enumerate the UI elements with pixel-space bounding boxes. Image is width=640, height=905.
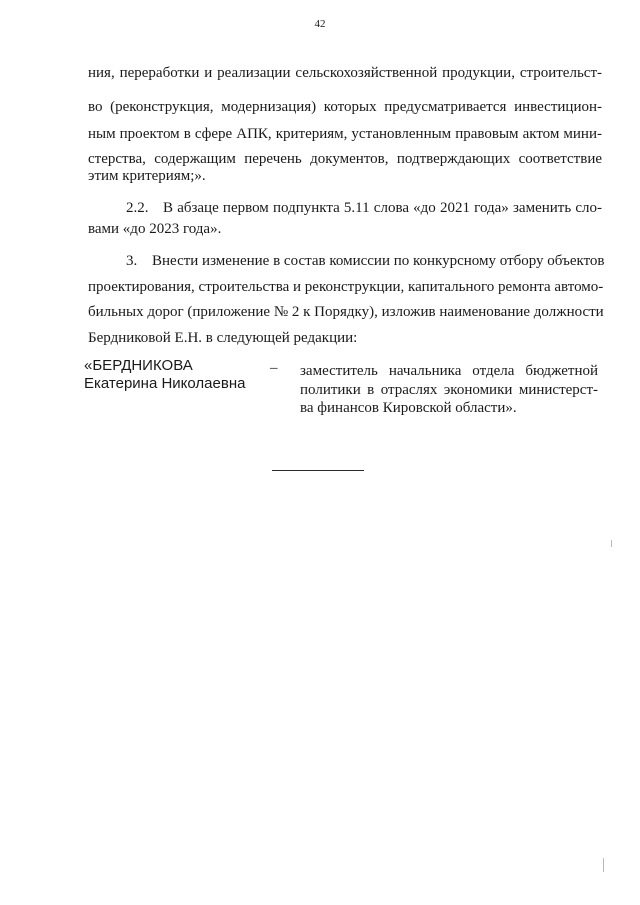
member-position-line: политики в отраслях экономики министерст- bbox=[300, 382, 598, 398]
page-number: 42 bbox=[314, 18, 326, 30]
paragraph-number: 2.2. bbox=[126, 200, 149, 216]
member-position-line: заместитель начальника отдела бюджетной bbox=[300, 363, 598, 379]
paragraph-number: 3. bbox=[126, 253, 138, 269]
member-dash: – bbox=[270, 360, 278, 376]
member-given-names: Екатерина Николаевна bbox=[84, 375, 246, 392]
text-line: Бердниковой Е.Н. в следующей редакции: bbox=[88, 330, 358, 346]
scan-artifact bbox=[611, 540, 612, 547]
scan-artifact bbox=[603, 858, 604, 872]
text-line: В абзаце первом подпункта 5.11 слова «до 2021 года» заменить сло- bbox=[163, 200, 602, 216]
text-line: во (реконструкция, модернизация) которых предусматривается инвестицион- bbox=[88, 99, 602, 115]
text-line: Внести изменение в состав комиссии по конкурсному отбору объектов bbox=[152, 253, 605, 269]
text-line: этим критериям;». bbox=[88, 168, 206, 184]
closing-rule bbox=[272, 470, 364, 471]
text-line: стерства, содержащим перечень документов, подтверждающих соответствие bbox=[88, 151, 602, 167]
text-line: вами «до 2023 года». bbox=[88, 221, 222, 237]
text-line: ным проектом в сфере АПК, критериям, установленным правовым актом мини- bbox=[88, 126, 602, 142]
member-position-line: ва финансов Кировской области». bbox=[300, 400, 517, 416]
member-surname: «БЕРДНИКОВА bbox=[84, 357, 193, 374]
text-line: ния, переработки и реализации сельскохозяйственной продукции, строительст- bbox=[88, 65, 602, 81]
text-line: бильных дорог (приложение № 2 к Порядку), изложив наименование должности bbox=[88, 304, 604, 320]
text-line: проектирования, строительства и реконструкции, капитального ремонта автомо- bbox=[88, 279, 604, 295]
